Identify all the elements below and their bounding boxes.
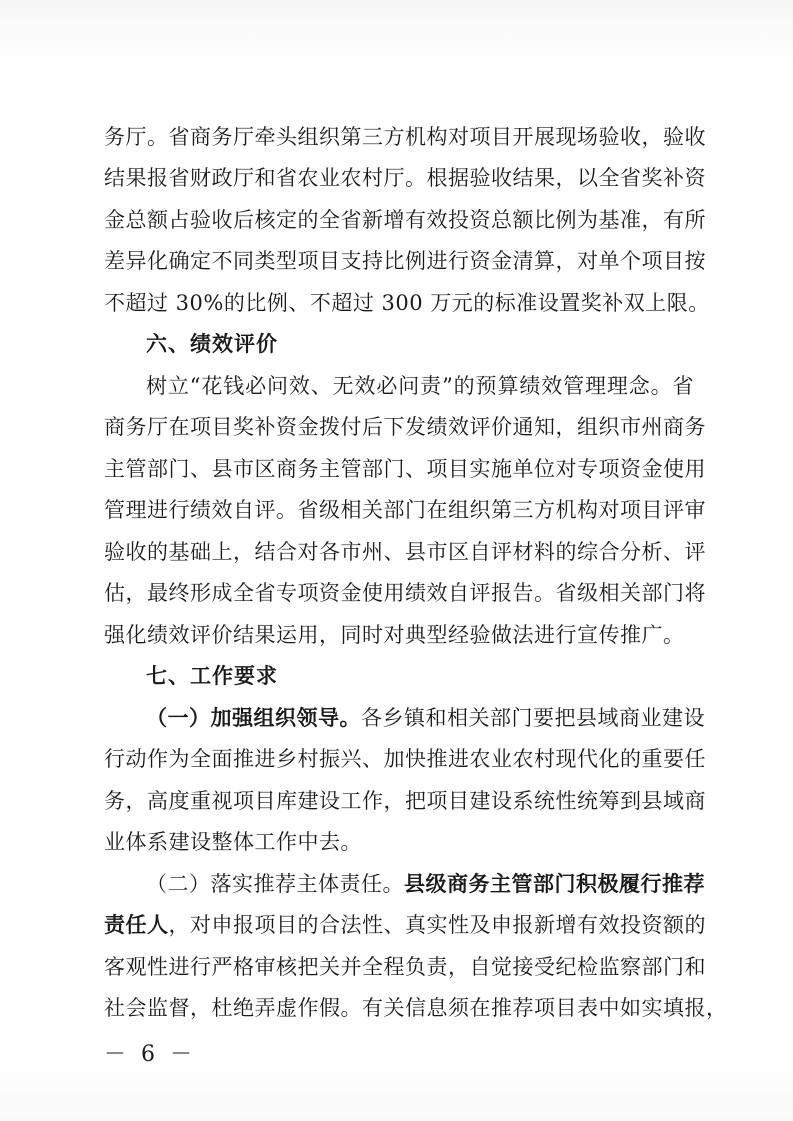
paragraph-line: 务厅。省商务厅牵头组织第三方机构对项目开展现场验收，验收 bbox=[104, 125, 706, 149]
paragraph-line: 社会监督，杜绝弄虚作假。有关信息须在推荐项目表中如实填报， bbox=[104, 996, 728, 1020]
item-bold-text: 责任人 bbox=[104, 912, 169, 937]
paragraph-line: 务，高度重视项目库建设工作，把项目建设系统性统筹到县域商 bbox=[104, 789, 706, 813]
item-first-line bbox=[146, 701, 705, 735]
paragraph-line: 差异化确定不同类型项目支持比例进行资金清算，对单个项目按 bbox=[104, 249, 706, 273]
paragraph-line: 不超过 30%的比例、不超过 300 万元的标准设置奖补双上限。 bbox=[104, 291, 710, 315]
section-heading-work-requirements: 七、工作要求 bbox=[146, 664, 278, 688]
paragraph-line: 金总额占验收后核定的全省新增有效投资总额比例为基准，有所 bbox=[104, 208, 706, 232]
paragraph-line: 树立“花钱必问效、无效必问责”的预算绩效管理理念。省 bbox=[146, 374, 694, 398]
item-title-organization: （一）加强组织领导。 bbox=[146, 705, 361, 730]
paragraph-line: 商务厅在项目奖补资金拨付后下发绩效评价通知，组织市州商务 bbox=[104, 415, 706, 439]
item-first-line bbox=[146, 867, 705, 901]
paragraph-line: 验收的基础上，结合对各市州、县市区自评材料的综合分析、评 bbox=[104, 540, 706, 564]
page-number: － 6 － bbox=[104, 1042, 196, 1067]
paragraph-line: 主管部门、县市区商务主管部门、项目实施单位对专项资金使用 bbox=[104, 457, 706, 481]
paragraph-line: 结果报省财政厅和省农业农村厅。根据验收结果，以全省奖补资 bbox=[104, 166, 706, 190]
item-text: ，对申报项目的合法性、真实性及申报新增有效投资额的 bbox=[168, 913, 706, 937]
item-text: 各乡镇和相关部门要把县域商业建设 bbox=[361, 706, 705, 730]
paragraph-line: 业体系建设整体工作中去。 bbox=[104, 830, 362, 854]
item-second-line bbox=[104, 908, 706, 942]
paragraph-line: 估，最终形成全省专项资金使用绩效自评报告。省级相关部门将 bbox=[104, 581, 706, 605]
item-bold-text: 县级商务主管部门积极履行推荐 bbox=[404, 871, 705, 896]
paragraph-line: 客观性进行严格审核把关并全程负责，自觉接受纪检监察部门和 bbox=[104, 955, 706, 979]
item-title-responsibility: （二）落实推荐主体责任。 bbox=[146, 872, 404, 896]
paragraph-line: 管理进行绩效自评。省级相关部门在组织第三方机构对项目评审 bbox=[104, 498, 706, 522]
paragraph-line: 行动作为全面推进乡村振兴、加快推进农业农村现代化的重要任 bbox=[104, 747, 706, 771]
paragraph-line: 强化绩效评价结果运用，同时对典型经验做法进行宣传推广。 bbox=[104, 623, 685, 647]
section-heading-performance: 六、绩效评价 bbox=[146, 332, 278, 356]
